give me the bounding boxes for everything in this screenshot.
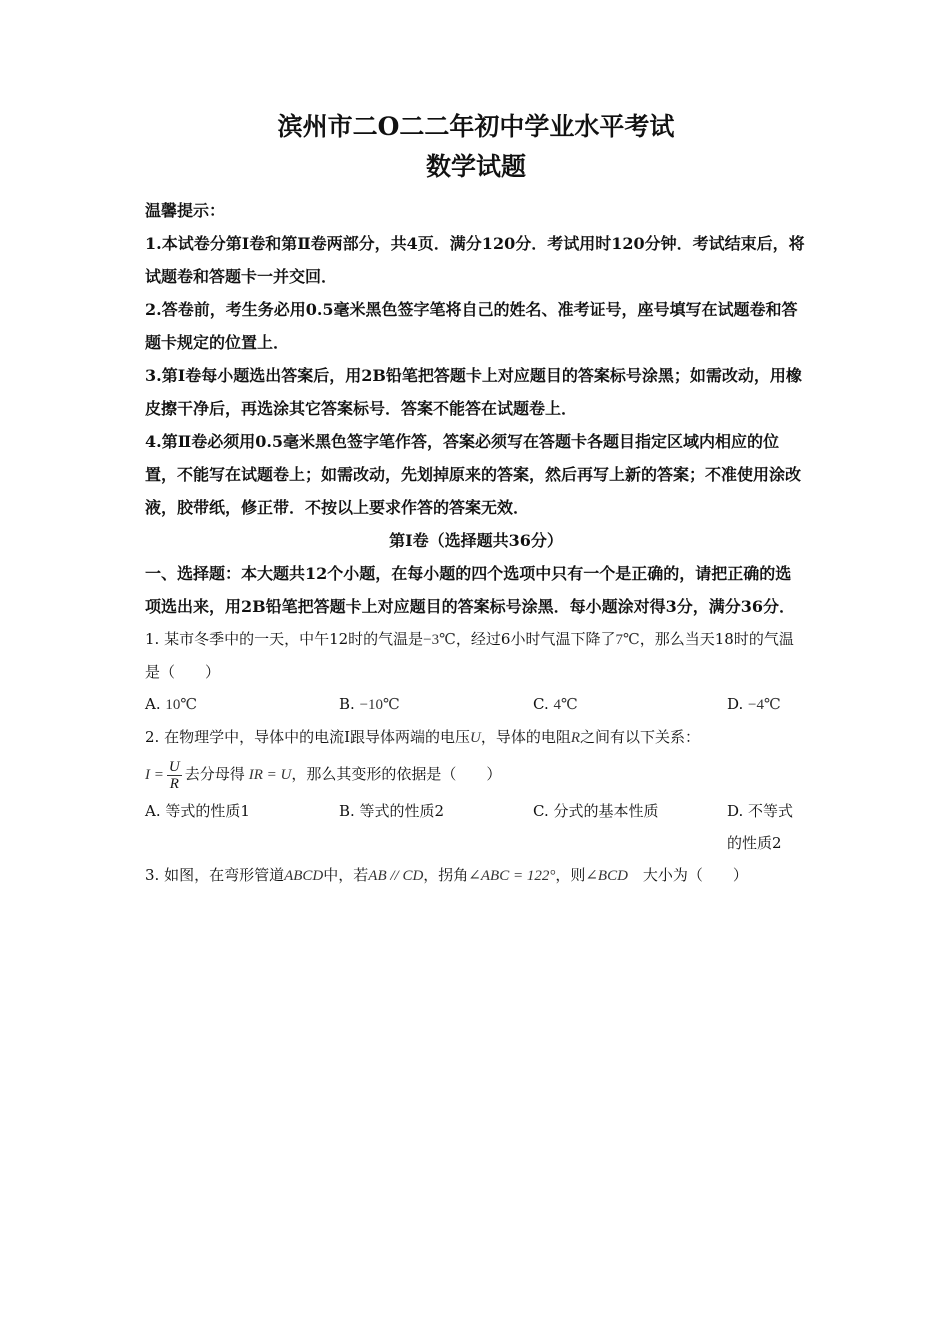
q3-angle2: ∠BCD xyxy=(585,868,628,884)
exam-title: 滨州市二O二二年初中学业水平考试 xyxy=(277,112,675,141)
q2-text-a: 2. 在物理学中，导体中的电流Ⅰ跟导体两端的电压 xyxy=(145,728,471,746)
q2-var-u: U xyxy=(470,730,481,746)
q2-formula-line xyxy=(145,754,807,795)
q2-fraction xyxy=(167,759,182,792)
q2-formula2: IR = U xyxy=(248,767,292,783)
question-3 xyxy=(145,859,807,892)
notice-item-3: 3.第Ⅰ卷每小题选出答案后，用2B铅笔把答题卡上对应题目的答案标号涂黑；如需改动，用橡皮擦干净后，再选涂其它答案标号．答案不能答在试题卷上． xyxy=(145,366,802,418)
q2-text-b: ，导体的电阻 xyxy=(480,728,571,746)
notice-item-4: 4.第Ⅱ卷必须用0.5毫米黑色签字笔作答，答案必须写在答题卡各题目指定区域内相应的位置，不能写在试题卷上；如需改动，先划掉原来的答案，然后再写上新的答案；不准使用涂改液，胶带纸，修正带．不按以上要求作答的答案无效． xyxy=(145,432,802,517)
q2-var-r: R xyxy=(570,730,581,746)
q3-text-e: 大小为（ ） xyxy=(627,866,748,884)
exam-page xyxy=(145,112,807,892)
q2-option-d: D. 不等式的性质2 xyxy=(727,802,794,852)
q1-option-d: D. −4℃ xyxy=(727,695,781,713)
q3-angle: ∠ABC = 122° xyxy=(468,868,556,884)
exam-subtitle: 数学试题 xyxy=(425,152,526,181)
q1-option-b: B. −10℃ xyxy=(339,695,400,713)
q2-option-b: B. 等式的性质2 xyxy=(339,802,445,820)
q1-text-a: 1. 某市冬季中的一天，中午12时的气温是 xyxy=(145,630,424,648)
question-2 xyxy=(145,721,807,754)
q1-text-b: ，经过6小时气温下降了 xyxy=(455,630,616,648)
q2-fraction-den: R xyxy=(169,775,179,792)
q3-text-b: 中，若 xyxy=(323,866,369,884)
q1-option-c: C. 4℃ xyxy=(533,695,578,713)
q1-options xyxy=(145,688,807,721)
q2-text-d: 去分母得 xyxy=(184,765,245,783)
q1-temp2: 7℃ xyxy=(615,632,640,648)
notice-heading: 温馨提示： xyxy=(145,201,226,220)
q1-temp1: −3℃ xyxy=(423,632,456,648)
q3-text-c: ，拐角 xyxy=(423,866,469,884)
q2-fraction-num: U xyxy=(168,758,180,775)
notice-item-2: 2.答卷前，考生务必用0.5毫米黑色签字笔将自己的姓名、准考证号，座号填写在试题卷和答题卡规定的位置上． xyxy=(145,300,798,352)
q2-options xyxy=(145,795,807,859)
question-1 xyxy=(145,623,807,688)
q3-text-d: ，则 xyxy=(555,866,586,884)
q2-text-c: 之间有以下关系： xyxy=(580,728,701,746)
q1-option-a: A. 10℃ xyxy=(145,695,198,713)
notice-item-1: 1.本试卷分第Ⅰ卷和第Ⅱ卷两部分，共4页．满分120分．考试用时120分钟．考试结束后，将试题卷和答题卡一并交回． xyxy=(145,234,805,286)
q3-parallel: AB // CD xyxy=(368,868,424,884)
q2-option-c: C. 分式的基本性质 xyxy=(533,802,659,820)
part1-heading: 第Ⅰ卷（选择题共36分） xyxy=(389,531,563,550)
q1-text-c: ，那么当天18时的气温是（ ） xyxy=(145,630,794,681)
q2-option-a: A. 等式的性质1 xyxy=(145,802,250,820)
q3-text-a: 3. 如图，在弯形管道 xyxy=(145,866,285,884)
q2-text-e: ，那么其变形的依据是（ ） xyxy=(291,765,502,783)
section-title: 一、选择题：本大题共12个小题，在每小题的四个选项中只有一个是正确的，请把正确的选项选出来，用2B铅笔把答题卡上对应题目的答案标号涂黑．每小题涂对得3分，满分36分． xyxy=(145,564,796,616)
q2-formula-lhs: I = xyxy=(145,767,164,783)
q3-abcd: ABCD xyxy=(284,868,324,884)
